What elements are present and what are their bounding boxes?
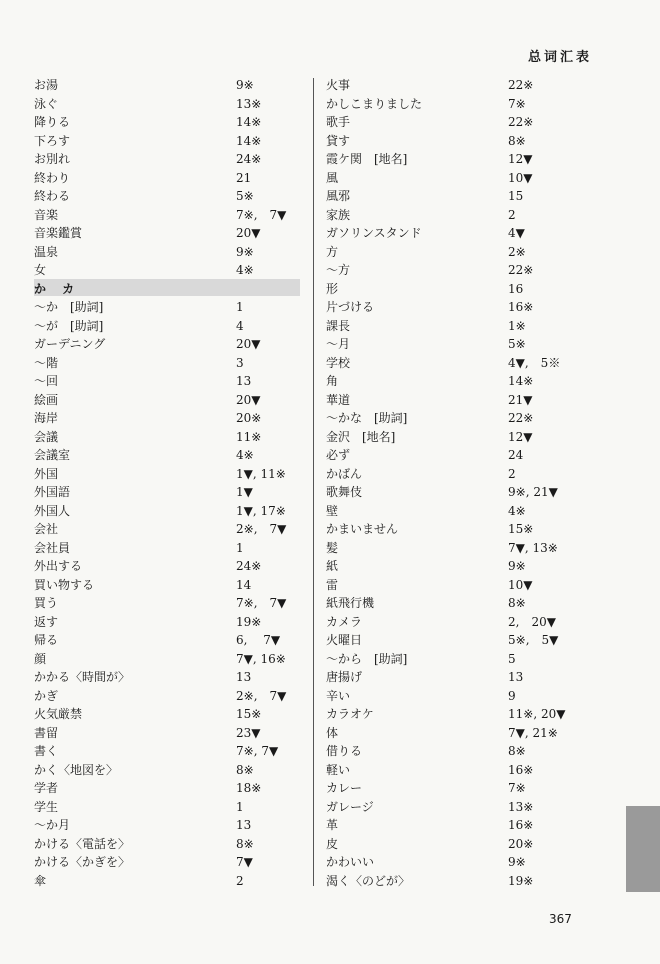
entry-word: 風邪 (326, 189, 351, 203)
vocab-entry (326, 465, 562, 484)
vocab-entry (34, 317, 304, 336)
entry-reference: 6, 7▼ (236, 633, 281, 647)
vocab-entry (34, 779, 304, 798)
vocab-entry (326, 816, 562, 835)
right-column (326, 76, 566, 890)
entry-reference: 14※ (236, 115, 262, 129)
entry-reference: 24※ (236, 152, 262, 166)
entry-reference: 20▼ (236, 226, 261, 240)
entry-reference: 15 (508, 189, 524, 203)
vocab-entry (34, 95, 304, 114)
entry-reference: 2※, 7▼ (236, 688, 287, 703)
entry-word: 霞ケ関 [地名] (326, 152, 408, 166)
vocab-entry (326, 132, 562, 151)
entry-word: 返す (34, 614, 59, 629)
vocab-entry (34, 261, 304, 280)
vocab-entry (326, 576, 562, 595)
entry-word: 会社員 (34, 540, 71, 555)
entry-word: 外出する (34, 559, 83, 573)
vocab-entry (326, 779, 562, 798)
vocab-entry (34, 298, 304, 317)
vocab-entry (326, 150, 562, 169)
entry-reference: 12▼ (508, 429, 533, 444)
vocab-entry (34, 816, 304, 835)
entry-reference: 9※, 21▼ (508, 485, 558, 499)
entry-word: 歌手 (326, 115, 351, 129)
entry-word: かかる〈時間が〉 (34, 670, 131, 684)
vocab-entry (34, 705, 304, 724)
entry-word: 唐揚げ (326, 670, 363, 684)
vocab-entry (326, 594, 562, 613)
entry-word: 紙 (326, 559, 339, 573)
entry-reference: 7※, 7▼ (236, 744, 279, 758)
entry-word: 華道 (326, 392, 351, 407)
vocab-entry (326, 298, 562, 317)
entry-word: ～階 (34, 355, 59, 370)
entry-word: ガレージ (326, 799, 374, 814)
entry-reference: 2※ (508, 244, 526, 259)
vocab-entry (326, 853, 562, 872)
entry-word: お湯 (34, 78, 59, 92)
entry-word: 角 (326, 374, 339, 388)
entry-reference: 12▼ (508, 152, 533, 166)
vocab-entry (326, 391, 562, 410)
entry-word: 渴く〈のどが〉 (326, 873, 411, 888)
entry-word: 金沢 [地名] (326, 429, 396, 444)
entry-reference: 11※ (236, 429, 262, 444)
entry-reference: 9※ (236, 78, 254, 92)
vocab-entry (34, 724, 304, 743)
vocab-entry (34, 761, 304, 780)
entry-reference: 4※ (236, 448, 254, 462)
entry-word: ～が [助詞] (34, 318, 104, 333)
entry-reference: 13※ (508, 799, 534, 814)
entry-reference: 19※ (236, 614, 262, 629)
vocab-entry (34, 742, 304, 761)
entry-word: かしこまりました (326, 96, 423, 111)
entry-word: 火気厳禁 (34, 707, 83, 721)
vocab-entry (326, 631, 562, 650)
entry-reference: 8※ (508, 133, 526, 148)
entry-reference: 4▼, 5※ (508, 355, 561, 370)
entry-word: 体 (326, 725, 339, 740)
entry-reference: 5※ (236, 189, 254, 203)
entry-word: 下ろす (34, 133, 71, 148)
entry-reference: 9 (508, 688, 516, 703)
entry-word: ～か [助詞] (34, 300, 104, 314)
entry-reference: 19※ (508, 873, 534, 888)
vocab-entry (326, 705, 566, 724)
entry-word: 書留 (34, 725, 59, 740)
entry-word: 書く (34, 744, 59, 758)
entry-reference: 9※ (508, 559, 526, 573)
entry-reference: 13 (236, 818, 252, 832)
vocab-entry (326, 446, 562, 465)
vocab-entry (326, 76, 562, 95)
vocab-entry (34, 687, 304, 706)
vocab-entry (326, 502, 562, 521)
entry-word: 風 (326, 170, 339, 185)
vocab-entry (34, 335, 304, 354)
vocab-entry (34, 835, 304, 854)
entry-word: 革 (326, 818, 339, 832)
side-index-tab (626, 806, 660, 892)
entry-reference: 1 (236, 799, 244, 814)
vocab-entry (34, 502, 304, 521)
entry-word: 絵画 (34, 392, 59, 407)
entry-reference: 8※ (236, 762, 254, 777)
entry-word: 温泉 (34, 244, 59, 259)
vocab-entry (326, 761, 562, 780)
entry-word: かける〈電話を〉 (34, 836, 131, 851)
entry-word: 外国人 (34, 503, 71, 518)
entry-reference: 1▼, 17※ (236, 503, 286, 518)
column-divider (313, 78, 314, 886)
entry-reference: 9※ (508, 855, 526, 869)
entry-reference: 14※ (508, 374, 534, 388)
entry-reference: 16※ (508, 762, 534, 777)
entry-reference: 1 (236, 300, 244, 314)
vocab-entry (34, 520, 304, 539)
entry-word: 終わり (34, 170, 71, 185)
page-number: 367 (549, 912, 572, 926)
entry-reference: 14※ (236, 133, 262, 148)
vocab-entry (326, 169, 562, 188)
entry-word: ガーデニング (34, 337, 106, 351)
entry-reference: 4 (236, 318, 244, 333)
entry-reference: 24※ (236, 559, 262, 573)
vocab-entry (34, 853, 304, 872)
vocab-entry (34, 798, 304, 817)
vocab-entry (326, 206, 562, 225)
vocab-entry (326, 409, 562, 428)
entry-word: 形 (326, 281, 339, 296)
vocab-entry (34, 187, 304, 206)
vocab-entry (34, 150, 304, 169)
entry-word: 辛い (326, 688, 351, 703)
vocab-entry (34, 372, 304, 391)
vocab-entry (326, 224, 562, 243)
entry-reference: 21▼ (508, 392, 533, 407)
entry-reference: 5 (508, 651, 516, 666)
vocab-entry (34, 650, 304, 669)
vocab-entry (326, 724, 562, 743)
entry-word: カメラ (326, 614, 363, 629)
entry-word: かばん (326, 466, 363, 481)
vocab-entry (326, 317, 562, 336)
entry-reference: 7※ (508, 96, 526, 111)
entry-word: 会議室 (34, 448, 71, 462)
vocab-entry (34, 576, 304, 595)
entry-word: ～方 (326, 263, 351, 277)
vocab-entry (34, 428, 304, 447)
entry-word: ～月 (326, 337, 351, 351)
entry-reference: 7▼, 21※ (508, 725, 558, 740)
vocab-entry (34, 465, 304, 484)
entry-reference: 20▼ (236, 392, 261, 407)
entry-reference: 16※ (508, 300, 534, 314)
entry-word: 買い物する (34, 577, 95, 592)
entry-reference: 2, 20▼ (508, 614, 556, 629)
entry-word: 壁 (326, 503, 339, 518)
entry-reference: 1▼, 11※ (236, 466, 286, 481)
entry-reference: 3 (236, 355, 244, 370)
entry-reference: 1▼ (236, 485, 253, 499)
entry-reference: 20▼ (236, 337, 261, 351)
entry-word: 歌舞伎 (326, 485, 363, 499)
entry-reference: 14 (236, 577, 252, 592)
entry-word: か カ (34, 281, 81, 296)
entry-word: 貸す (326, 133, 351, 148)
vocab-entry (326, 798, 562, 817)
entry-reference: 7▼, 13※ (508, 540, 558, 555)
entry-reference: 23▼ (236, 725, 261, 740)
entry-reference: 16 (508, 281, 524, 296)
entry-word: ガソリンスタンド (326, 226, 422, 240)
entry-word: 軽い (326, 762, 351, 777)
vocab-entry (34, 132, 304, 151)
vocab-entry (34, 206, 304, 225)
entry-word: ～か月 (34, 818, 71, 832)
entry-word: 会議 (34, 429, 59, 444)
entry-word: かける〈かぎを〉 (34, 855, 131, 869)
vocab-entry (34, 446, 304, 465)
entry-word: カラオケ (326, 707, 374, 721)
entry-word: 海岸 (34, 411, 59, 425)
entry-word: ～回 (34, 374, 59, 388)
vocab-entry (34, 76, 304, 95)
vocab-entry (326, 872, 562, 891)
entry-reference: 7※, 7▼ (236, 596, 287, 610)
vocab-entry (326, 335, 562, 354)
entry-word: 帰る (34, 633, 59, 647)
entry-reference: 1※ (508, 318, 526, 333)
entry-word: 紙飛行機 (326, 596, 375, 610)
entry-word: お別れ (34, 152, 71, 166)
vocab-entry (34, 483, 304, 502)
entry-word: 学校 (326, 355, 351, 370)
entry-word: 雷 (326, 577, 339, 592)
entry-word: 必ず (326, 448, 351, 462)
vocab-entry (326, 539, 562, 558)
entry-reference: 7※, 7▼ (236, 207, 287, 222)
vocab-entry (34, 243, 304, 262)
vocab-entry (34, 113, 304, 132)
vocab-entry (326, 650, 562, 669)
vocab-entry (34, 539, 304, 558)
vocab-entry (326, 428, 562, 447)
vocab-entry (326, 742, 562, 761)
entry-reference: 4※ (236, 263, 254, 277)
entry-word: 外国 (34, 466, 59, 481)
entry-reference: 1 (236, 540, 244, 555)
entry-reference: 18※ (236, 781, 262, 795)
entry-reference: 20※ (236, 411, 262, 425)
vocab-entry (326, 668, 562, 687)
entry-reference: 16※ (508, 818, 534, 832)
entry-reference: 13 (508, 670, 524, 684)
entry-reference: 7※ (508, 781, 526, 795)
vocab-entry (34, 224, 304, 243)
entry-word: 火曜日 (326, 633, 363, 647)
entry-reference: 8※ (508, 744, 526, 758)
entry-word: 音楽鑑賞 (34, 226, 83, 240)
entry-word: 火事 (326, 78, 351, 92)
vocab-entry (326, 687, 562, 706)
vocab-entry (34, 169, 304, 188)
entry-reference: 4※ (508, 503, 526, 518)
entry-reference: 13※ (236, 96, 262, 111)
vocab-entry (34, 354, 304, 373)
entry-word: 皮 (326, 836, 339, 851)
entry-reference: 24 (508, 448, 524, 462)
entry-word: 泳ぐ (34, 96, 59, 111)
entry-reference: 11※, 20▼ (508, 707, 566, 721)
entry-word: 降りる (34, 115, 71, 129)
entry-word: 学者 (34, 781, 59, 795)
entry-reference: 15※ (236, 707, 262, 721)
entry-reference: 22※ (508, 411, 534, 425)
entry-reference: 8※ (236, 836, 254, 851)
entry-word: 外国語 (34, 485, 71, 499)
vocab-entry (326, 354, 562, 373)
vocab-entry (34, 668, 304, 687)
entry-word: 会社 (34, 522, 59, 536)
vocab-entry (326, 557, 562, 576)
vocab-entry (326, 613, 562, 632)
vocab-entry (326, 187, 562, 206)
vocab-entry (34, 557, 304, 576)
entry-reference: 13 (236, 670, 252, 684)
entry-word: 借りる (326, 744, 363, 758)
vocab-entry (326, 280, 562, 299)
entry-reference: 8※ (508, 596, 526, 610)
vocab-entry (326, 372, 562, 391)
vocab-entry (326, 261, 562, 280)
entry-reference: 10▼ (508, 577, 533, 592)
entry-reference: 22※ (508, 78, 534, 92)
entry-reference: 10▼ (508, 170, 533, 185)
entry-word: 買う (34, 596, 59, 610)
left-column (34, 76, 304, 890)
vocab-entry (34, 613, 304, 632)
vocab-entry (326, 95, 562, 114)
vocab-entry (34, 631, 304, 650)
entry-word: 課長 (326, 318, 351, 333)
entry-word: 片づける (326, 300, 375, 314)
vocab-entry (326, 243, 562, 262)
vocab-entry (34, 594, 304, 613)
vocab-entry (34, 391, 304, 410)
entry-word: 方 (326, 244, 339, 259)
entry-word: 家族 (326, 207, 351, 222)
vocab-entry (326, 835, 562, 854)
entry-reference: 22※ (508, 115, 534, 129)
entry-word: カレー (326, 781, 363, 795)
entry-reference: 2 (508, 466, 516, 481)
entry-reference: 4▼ (508, 226, 525, 240)
entry-word: 髪 (326, 540, 339, 555)
entry-reference: 2 (508, 207, 516, 222)
entry-word: ～から [助詞] (326, 651, 408, 666)
page-header: 总词汇表 (527, 50, 592, 65)
vocab-entry (34, 872, 304, 891)
entry-word: かわいい (326, 855, 375, 869)
entry-word: 傘 (34, 873, 47, 888)
entry-reference: 7▼, 16※ (236, 651, 286, 666)
entry-word: 終わる (34, 189, 71, 203)
entry-reference: 13 (236, 374, 252, 388)
entry-reference: 22※ (508, 263, 534, 277)
entry-reference: 21 (236, 170, 252, 185)
entry-word: 女 (34, 263, 47, 277)
entry-reference: 2 (236, 873, 244, 888)
entry-word: ～かな [助詞] (326, 411, 408, 425)
entry-reference: 2※, 7▼ (236, 522, 287, 536)
vocab-entry (326, 113, 562, 132)
entry-reference: 20※ (508, 836, 534, 851)
entry-word: 音楽 (34, 207, 59, 222)
section-heading (34, 280, 304, 299)
entry-reference: 7▼ (236, 855, 253, 869)
vocab-entry (34, 409, 304, 428)
vocab-entry (326, 520, 562, 539)
vocab-entry (326, 483, 562, 502)
entry-word: 顔 (34, 651, 47, 666)
entry-reference: 5※, 5▼ (508, 633, 559, 647)
entry-reference: 5※ (508, 337, 526, 351)
entry-word: かぎ (34, 688, 59, 703)
entry-word: かまいません (326, 522, 399, 536)
entry-reference: 15※ (508, 522, 534, 536)
entry-word: かく〈地図を〉 (34, 762, 119, 777)
entry-word: 学生 (34, 799, 59, 814)
entry-reference: 9※ (236, 244, 254, 259)
